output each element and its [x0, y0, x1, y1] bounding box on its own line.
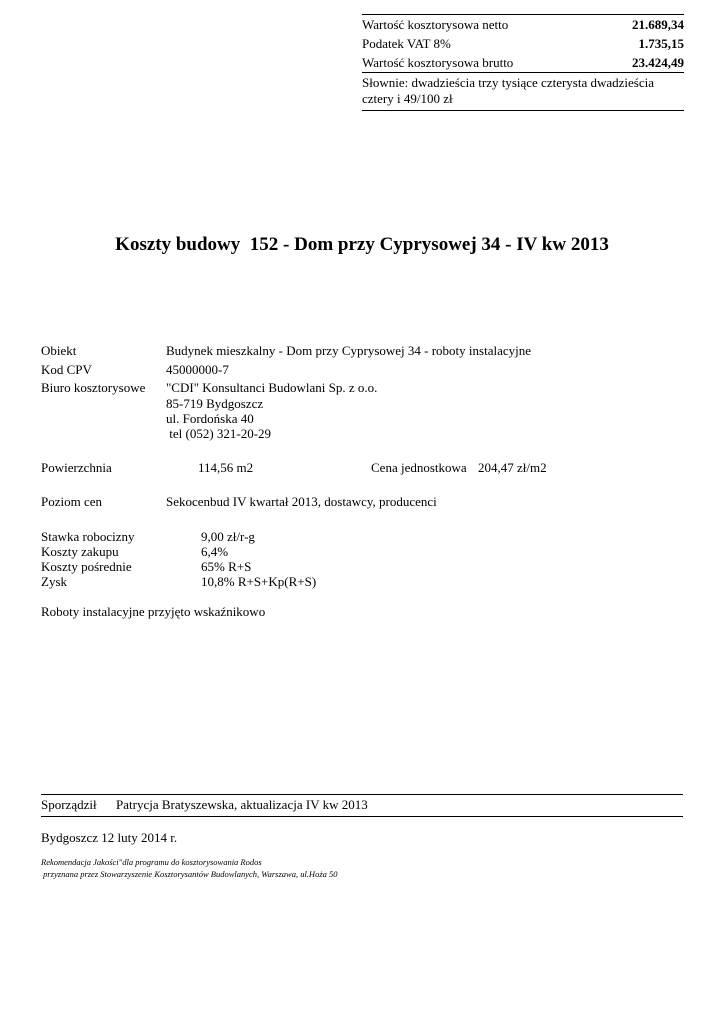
footnote-line-2: przyznana przez Stowarzyszenie Kosztorysantów Budowlanych, Warszawa, ul.Hoża 50 — [41, 869, 338, 879]
gross-value: 23.424,49 — [632, 55, 684, 70]
biuro-label: Biuro kosztorysowe — [41, 380, 146, 395]
obiekt-value: Budynek mieszkalny - Dom przy Cyprysowej 34 - roboty instalacyjne — [166, 343, 532, 358]
indirect-cost-label: Koszty pośrednie — [41, 559, 132, 574]
profit-value: 10,8% R+S+Kp(R+S) — [201, 574, 317, 589]
prepared-value: Patrycja Bratyszewska, aktualizacja IV kw 2013 — [116, 797, 368, 812]
summary-row-vat — [362, 34, 684, 53]
amount-in-words: Słownie: dwadzieścia trzy tysiące czterysta dwadzieścia cztery i 49/100 zł — [362, 75, 655, 106]
gross-label: Wartość kosztorysowa brutto — [362, 55, 514, 70]
biuro-street: ul. Fordońska 40 — [166, 411, 254, 426]
biuro-phone: tel (052) 321-20-29 — [166, 426, 272, 441]
unit-price-label: Cena jednostkowa — [371, 460, 467, 475]
purchase-cost-value: 6,4% — [201, 544, 229, 559]
area-label: Powierzchnia — [41, 460, 112, 475]
vat-value: 1.735,15 — [638, 36, 684, 51]
net-value: 21.689,34 — [632, 17, 684, 32]
biuro-name: "CDI" Konsultanci Budowlani Sp. z o.o. — [166, 380, 378, 395]
place-date: Bydgoszcz 12 luty 2014 r. — [41, 830, 178, 845]
footnote-line-1: Rekomendacja Jakości"dla programu do kosztorysowania Rodos — [41, 857, 262, 867]
purchase-cost-label: Koszty zakupu — [41, 544, 119, 559]
vat-label: Podatek VAT 8% — [362, 36, 451, 51]
area-value: 114,56 m2 — [198, 460, 254, 475]
summary-row-gross — [362, 53, 684, 72]
indirect-cost-value: 65% R+S — [201, 559, 252, 574]
labor-rate-value: 9,00 zł/r-g — [201, 529, 255, 544]
cpv-value: 45000000-7 — [166, 362, 229, 377]
divider — [41, 794, 683, 795]
cpv-label: Kod CPV — [41, 362, 92, 377]
net-label: Wartość kosztorysowa netto — [362, 17, 509, 32]
document-title: Koszty budowy 152 - Dom przy Cyprysowej 34 - IV kw 2013 — [115, 234, 609, 255]
note-text: Roboty instalacyjne przyjęto wskaźnikowo — [41, 604, 266, 619]
profit-label: Zysk — [41, 574, 67, 589]
divider — [362, 110, 684, 111]
divider — [41, 816, 683, 817]
price-level-label: Poziom cen — [41, 494, 103, 509]
labor-rate-label: Stawka robocizny — [41, 529, 135, 544]
obiekt-label: Obiekt — [41, 343, 77, 358]
price-level-value: Sekocenbud IV kwartał 2013, dostawcy, producenci — [166, 494, 437, 509]
unit-price-value: 204,47 zł/m2 — [478, 460, 547, 475]
cost-summary — [362, 14, 684, 111]
prepared-label: Sporządził — [41, 797, 97, 812]
summary-row-net — [362, 15, 684, 34]
biuro-postcode: 85-719 Bydgoszcz — [166, 396, 264, 411]
